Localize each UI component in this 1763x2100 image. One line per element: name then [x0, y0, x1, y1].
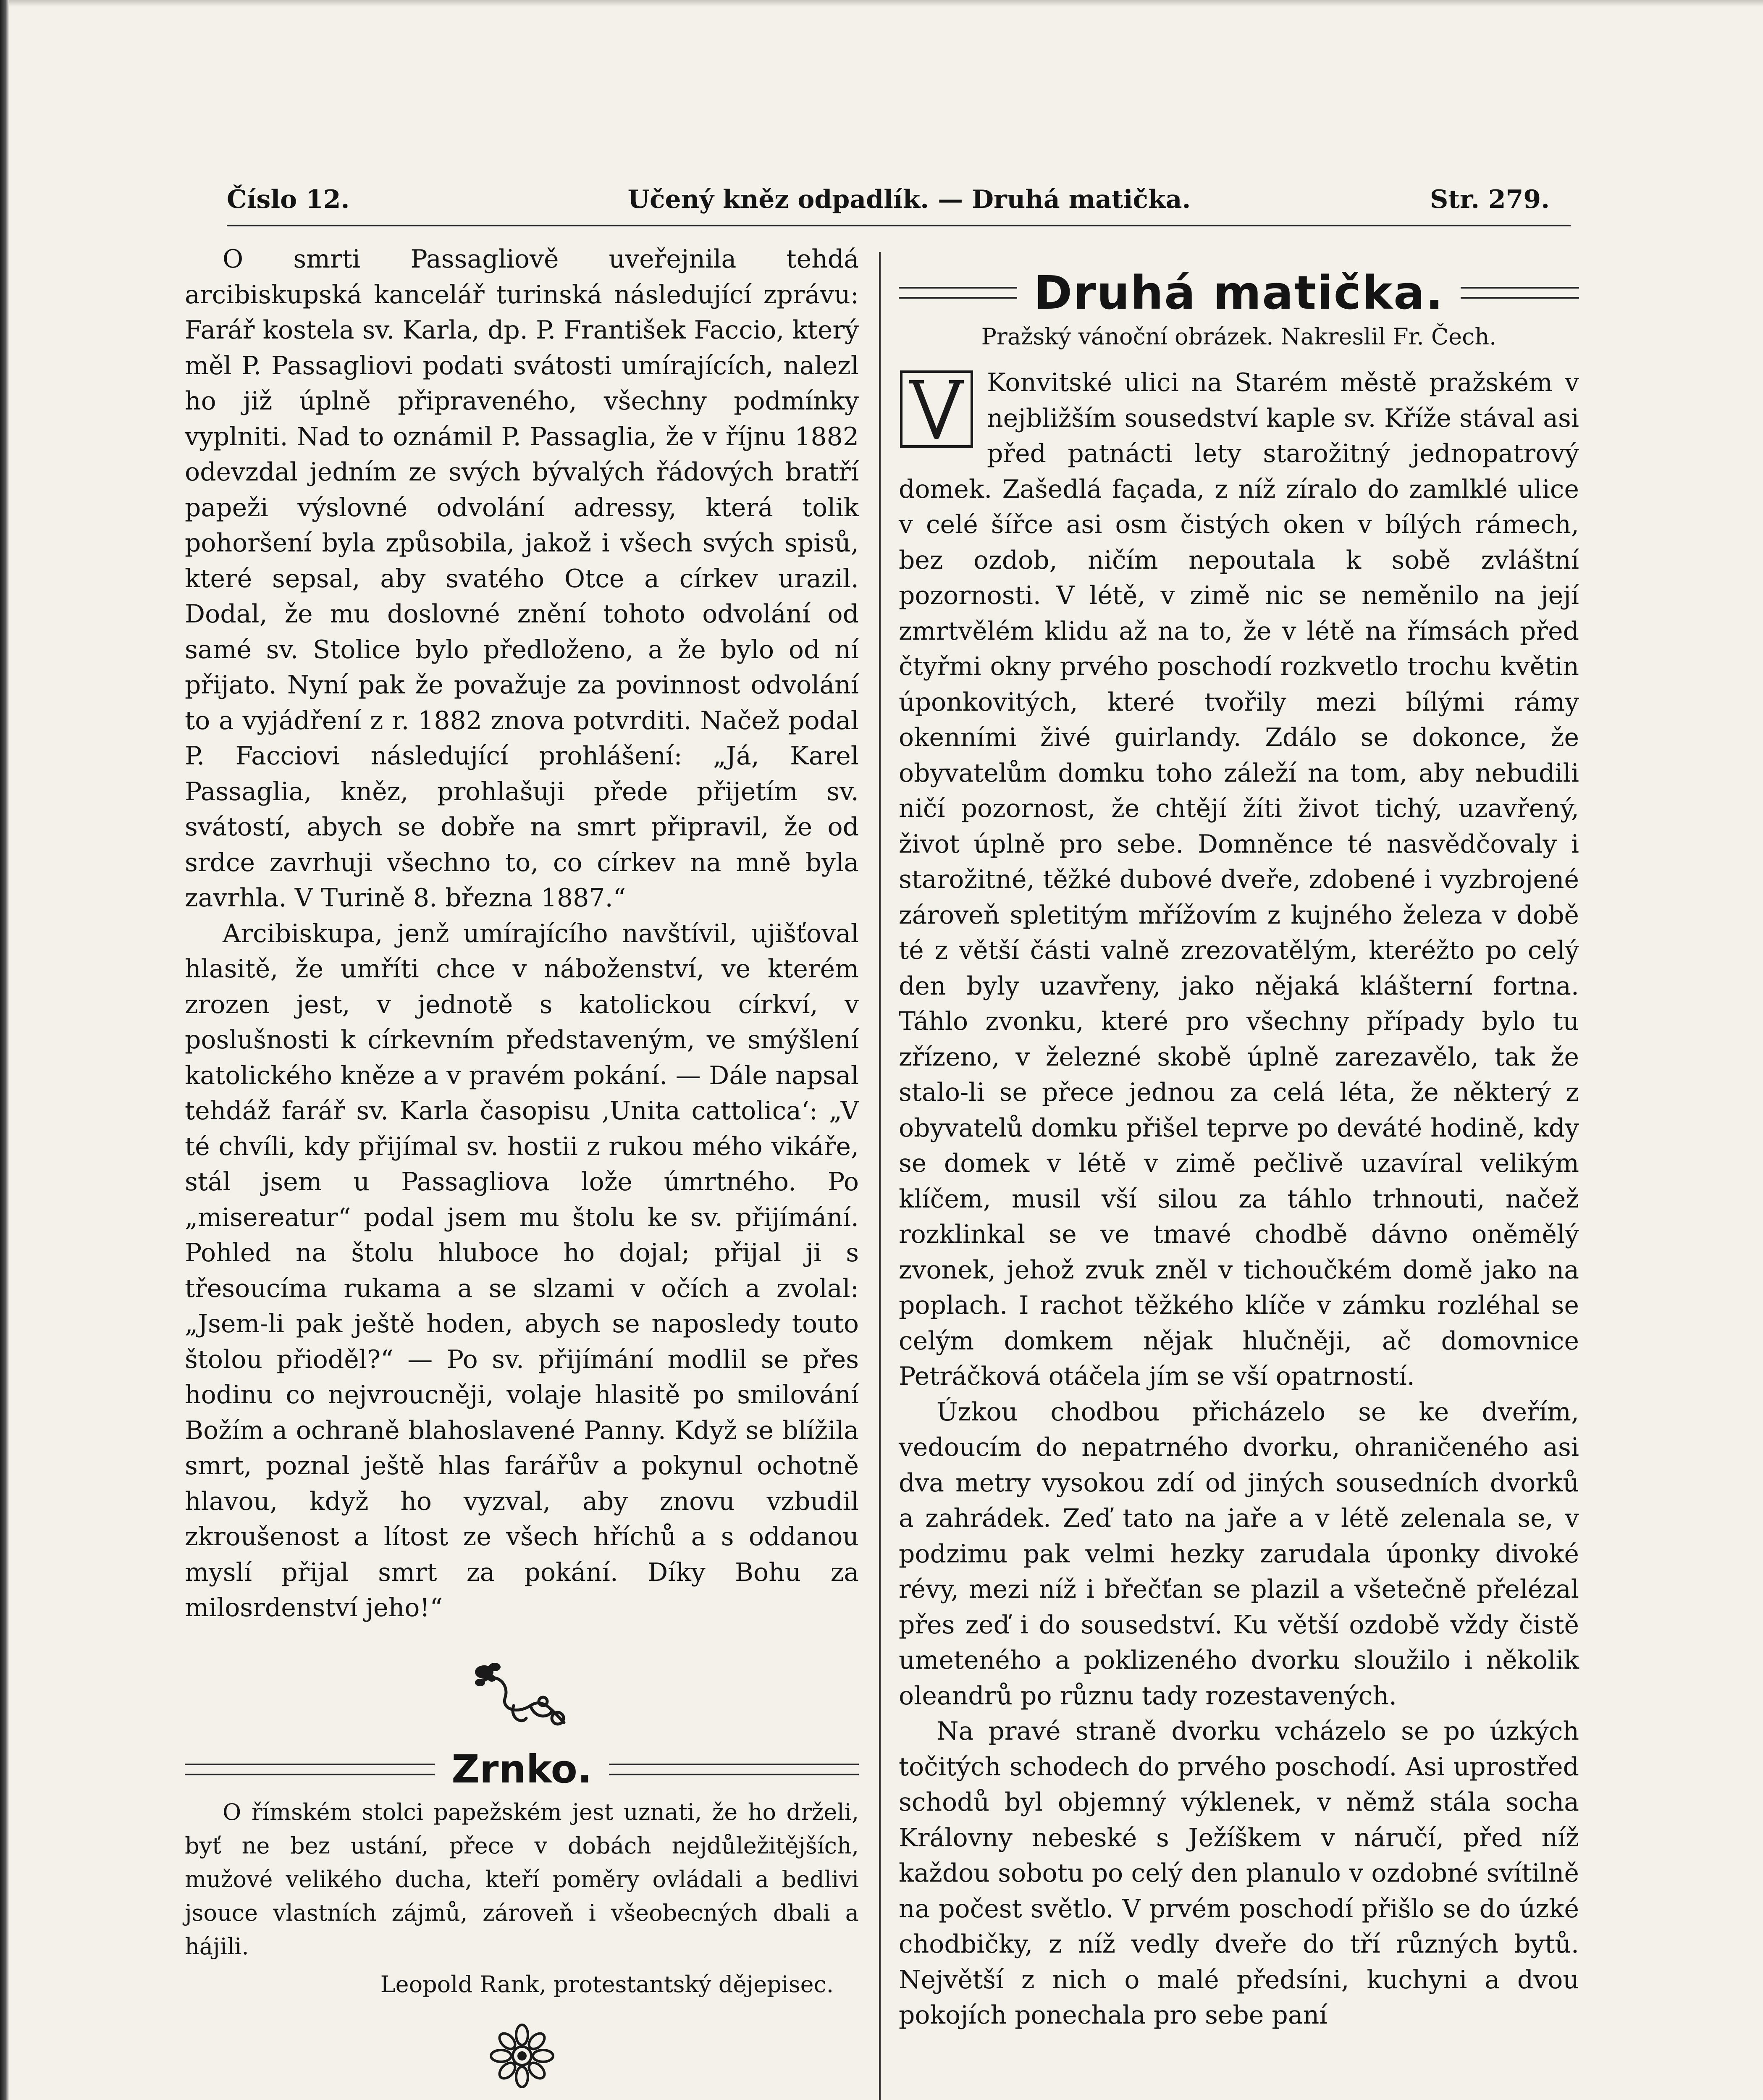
zrnko-quote — [185, 1796, 859, 1964]
story-title: Druhá matička. — [1034, 266, 1444, 320]
page-number: Str. 279. — [1430, 185, 1550, 214]
issue-number: Číslo 12. — [227, 185, 350, 214]
running-title: Učený kněz odpadlík. — Druhá matička. — [627, 185, 1191, 214]
flower-vine-ornament-icon — [467, 1655, 577, 1735]
page-edge-top — [0, 0, 1763, 7]
story-body — [899, 365, 1579, 2033]
article-paragraph: Arcibiskupa, jenž umírajícího navštívil, ujišťoval hlasitě, že umříti chce v náboženství, ve kterém zrozen jest, v jednotě s katolickou církví, v poslušnosti k církevním představeným, ve smýšlení katolického kněze a v pravém pokání. — Dále napsal tehdáž farář sv. Karla časopisu ‚Unita cattolica‘: „V té chvíli, kdy přijímal sv. hostii z rukou mého vikáře, stál jsem u Passagliova lože úmrtného. Po „misereatur“ podal jsem mu štolu ke sv. přijímání. Pohled na štolu hluboce ho dojal; přijal ji s třesoucíma rukama a se slzami v očích a zvolal: „Jsem-li pak ještě hoden, abych se naposledy touto štolou přioděl?“ — Po sv. přijímání modlil se přes hodinu co nejvroucněji, volaje hlasitě po smilování Božím a ochraně blahoslavené Panny. Když se blížila smrt, poznal ještě hlas farářův a pokynul ochotně hlavou, když ho vyzval, aby znovu vzbudil zkroušenost a lítost ze všech hříchů a s oddanou myslí přijal smrt za pokání. Díky Bohu za milosrdenství jeho!“ — [185, 919, 859, 1622]
rosette-ornament-icon — [488, 2022, 556, 2090]
story-byline: Pražský vánoční obrázek. Nakreslil Fr. Čech. — [981, 323, 1497, 350]
heading-rule-left — [899, 287, 1017, 299]
story-paragraph: Konvitské ulici na Starém městě pražském v nejbližším sousedství kaple sv. Kříže stával asi před patnácti lety starožitný jednopatrový domek. Zašedlá façada, z níž zíralo do zamlklé ulice v celé šířce asi osm čistých oken v bílých rámech, bez ozdob, ničím nepoutala k sobě zvláštní pozornosti. V létě, v zimě nic se neměnilo na její zmrtvělém klidu až na to, že v létě na římsách před čtyřmi okny prvého poschodí rozkvetlo trochu květin úponkovitých, které tvořily mezi bílými rámy okenními živé guirlandy. Zdálo se dokonce, že obyvatelům domku toho záleží na tom, aby nebudili ničí pozornost, že chtějí žíti život tichý, uzavřený, život úplně pro sebe. Domněnce té nasvědčovaly i starožitné, těžké dubové dveře, zdobené i vyzbrojené zároveň spletitým mřížovím z kujného železa v době té z větší části valně zrezovatělým, kteréžto po celý den byly uzavřeny, jako nějaká klášterní fortna. Táhlo zvonku, které pro všechny případy bylo tu zřízeno, v železné skobě úplně zarezavělo, tak že stalo-li se přece jednou za celá léta, že některý z obyvatelů domku přišel teprve po deváté hodině, kdy se domek v létě v zimě pečlivě uzavíral velikým klíčem, musil vší silou za táhlo trhnouti, načež rozklinkal se ve tmavé chodbě dávno oněmělý zvonek, jehož zvuk zněl v tichoučkém domě jako na poplach. I rachot těžkého klíče v zámku rozléhal se celým domkem nějak hlučněji, ač domovnice Petráčková otáčela jím se vší opatrností. — [899, 368, 1579, 1391]
story-paragraph: Na pravé straně dvorku vcházelo se po úzkých točitých schodech do prvého poschodí. Asi uprostřed schodů byl objemný výklenek, v němž stála socha Královny nebeské s Ježíškem v náručí, před níž každou sobotu po celý den planulo v ozdobné svítilně na počest světlo. V prvém poschodí přišlo se do úzké chodbičky, z níž vedly dveře do tří různých bytů. Největší z nich o malé předsíni, kuchyni a dvou pokojích ponechala pro sebe paní — [899, 1717, 1579, 2030]
left-column — [185, 242, 859, 2090]
story-heading — [899, 266, 1579, 320]
story-paragraph: Úzkou chodbou přicházelo se ke dveřím, vedoucím do nepatrného dvorku, ohraničeného asi dva metry vysokou zdí od jiných sousedních dvorků a zahrádek. Zeď tato na jaře a v létě zelenala se, v podzimu pak velmi hezky zarudala úponky divoké révy, mezi níž i břečťan se plazil a všetečně přelézal přes zeď i do sousedství. Ku větší ozdobě vždy čistě umeteného a poklizeného dvorku sloužilo i několik oleandrů po různu tady rozestavených. — [899, 1397, 1579, 1711]
column-divider — [879, 252, 881, 2100]
header-rule — [227, 225, 1571, 226]
page-edge-left — [0, 0, 9, 2100]
article-paragraph: O smrti Passagliově uveřejnila tehdá arcibiskupská kancelář turinská následující zprávu: Farář kostela sv. Karla, dp. P. František Faccio, který měl P. Passagliovi podati svátosti umírajících, nalezl ho již úplně připraveného, všechny podmínky vyplniti. Nad to oznámil P. Passaglia, že v říjnu 1882 odevzdal jedním ze svých bývalých řádových bratří papeži výslovné odvolání adressy, která tolik pohoršení byla způsobila, jakož i všech svých spisů, které sepsal, aby svatého Otce a církev urazil. Dodal, že mu doslovné znění tohoto odvolání od samé sv. Stolice bylo předloženo, a že bylo od ní přijato. Nyní pak že považuje za povinnost odvolání to a vyjádření z r. 1882 znova potvrditi. Načež podal P. Facciovi následující prohlášení: „Já, Karel Passaglia, kněz, prohlašuji přede přijetím sv. svátostí, abych se dobře na smrt připravil, že od srdce zavrhuji všechno to, co církev na mně byla zavrhla. V Turině 8. března 1887.“ — [185, 244, 859, 913]
zrnko-heading — [185, 1746, 859, 1792]
right-column — [899, 242, 1579, 2033]
heading-rule-right — [609, 1764, 859, 1775]
heading-rule-right — [1461, 287, 1579, 299]
decorated-dropcap-v-icon — [899, 369, 974, 449]
zrnko-paragraph: O římském stolci papežském jest uznati, že ho drželi, byť ne bez ustání, přece v dobách nejdůležitějších, mužové velikého ducha, kteří poměry ovládali a bedlivi jsouce vlastních zájmů, zároveň i všeobecných dbali a hájili. — [185, 1799, 859, 1960]
zrnko-title: Zrnko. — [451, 1746, 592, 1792]
heading-rule-left — [185, 1764, 435, 1775]
running-header — [227, 181, 1550, 218]
zrnko-signature: Leopold Rank, protestantský dějepisec. — [380, 1971, 834, 1998]
